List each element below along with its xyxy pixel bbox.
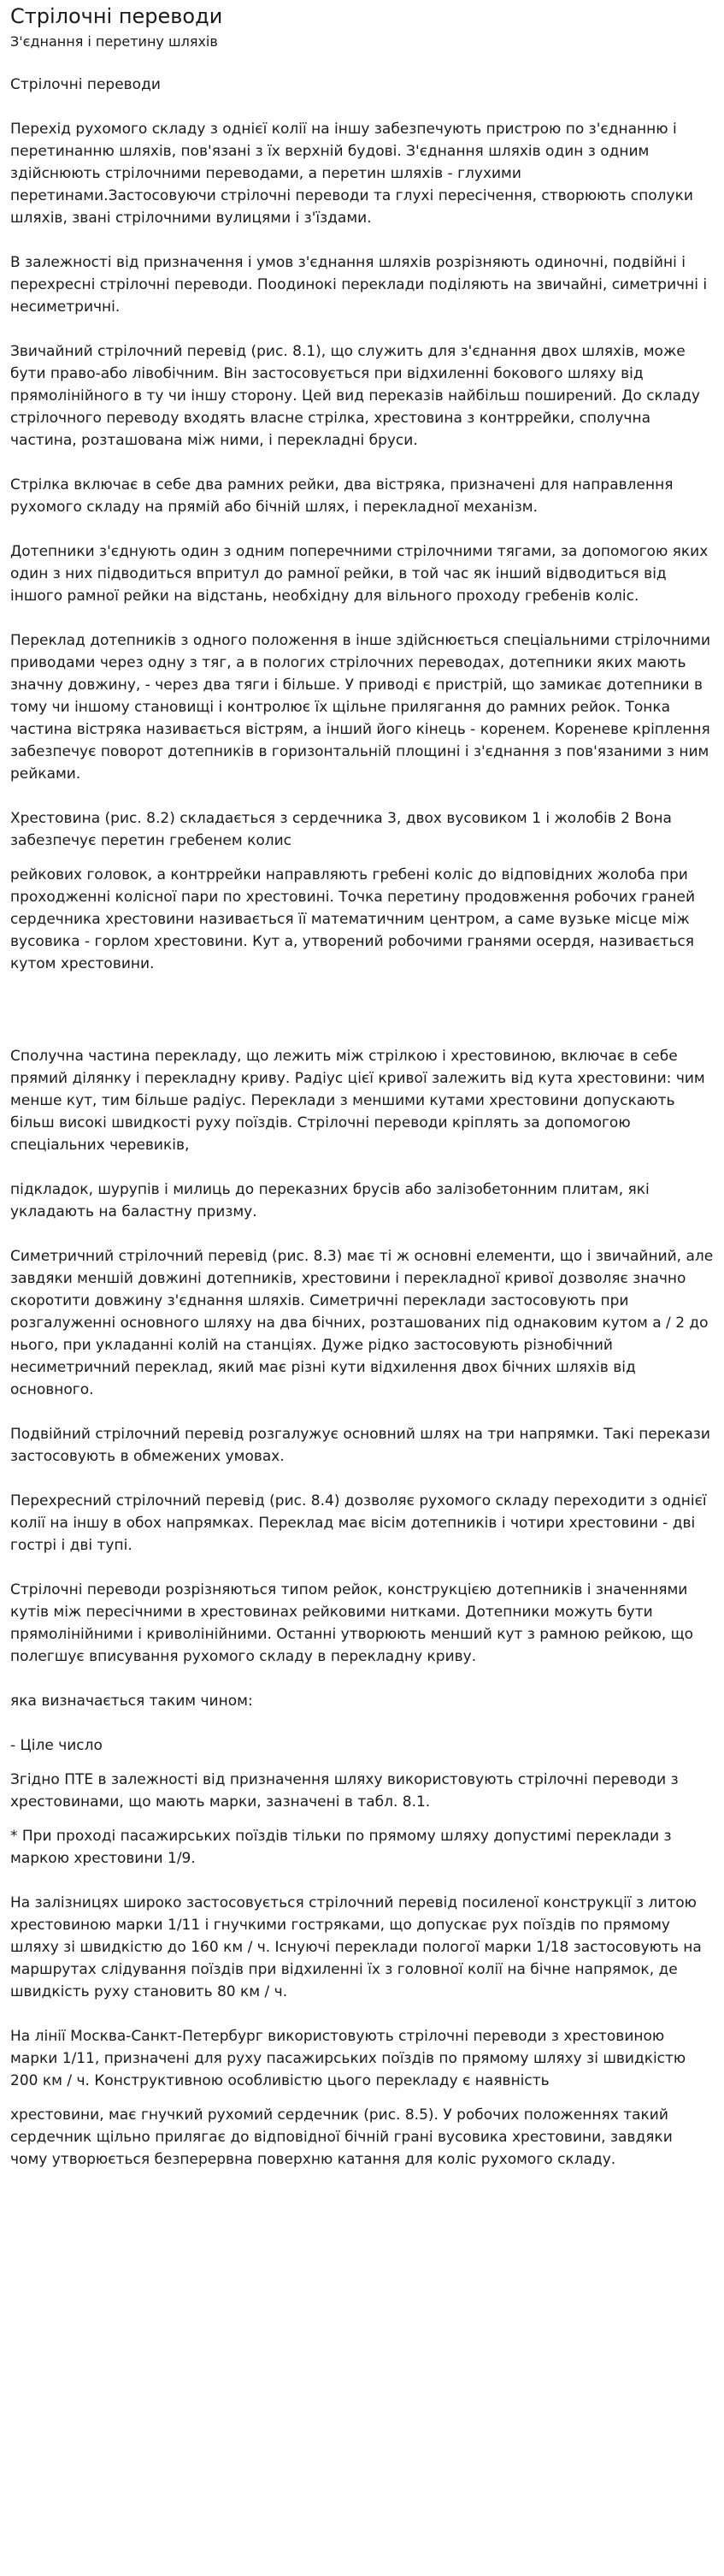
paragraph: Перехресний стрілочний перевід (рис. 8.4) дозволяє рухомого складу переходити з однієї колії на іншу в обох напрямках. Переклад має вісім дотепників і чотири хрестовини - дві гострі і дві тупі. (10, 1492, 707, 1554)
paragraph: Переклад дотепників з одного положення в інше здійснюється спеціальними стрілочними приводами через одну з тяг, а в пологих стрілочних переводах, дотепники яких мають значну довжину, - через два тяги і більше. У приводі є пристрій, що замикає дотепники в тому чи іншому становищі і контролює їх щільне прилягання до рамних рейок. Тонка частина вістряка називається вістрям, а інший його кінець - коренем. Кореневе кріплення забезпечує поворот дотепників в горизонтальній площині і з'єднання з пов'язаними з ним рейками. (10, 632, 710, 783)
paragraph: Звичайний стрілочний перевід (рис. 8.1), що служить для з'єднання двох шляхів, може бути право-або лівобічним. Він застосовується при відхиленні бокового шляху від прямолінійного в ту чи іншу сторону. Цей вид переказів найбільш поширений. До складу стрілочного переводу входять власне стрілка, хрестовина з контррейки, сполучна частина, розташована між ними, і перекладні бруси. (10, 343, 700, 449)
list-item: - Ціле число (10, 1737, 103, 1754)
paragraph: Сполучна частина перекладу, що лежить між стрілкою і хрестовиною, включає в себе прямий ділянку і перекладну криву. Радіус цієї кривої залежить від кута хрестовини: чим менше кут, тим більше радіус. Переклади з меншими кутами хрестовини допускають більш високі швидкості руху поїздів. Стрілочні переводи кріплять за допомогою спеціальних черевиків, (10, 1048, 705, 1154)
paragraph: рейкових головок, а контррейки направляють гребені коліс до відповідних жолоба при проходженні колісної пари по хрестовині. Точка перетину продовження робочих граней сердечника хрестовини називається її математичним центром, а саме вузьке місце між вусовика - горлом хрестовини. Кут а, утворений робочими гранями осердя, називається кутом хрестовини. (10, 866, 696, 972)
section-heading: Стрілочні переводи (10, 76, 161, 93)
article-body (10, 74, 714, 2171)
page-subtitle: З'єднання і перетину шляхів (10, 33, 218, 50)
paragraph: На залізницях широко застосовується стрілочний перевід посиленої конструкції з литою хрестовиною марки 1/11 і гнучкими гостряками, що допускає рух поїздів по прямому шляху зі швидкістю до 160 км / ч. Існуючі переклади пологої марки 1/18 застосовують на маршрутах слідування поїздів при відхиленні їх з головної колії на бічне напрямок, де швидкість руху становить 80 км / ч. (10, 1894, 702, 2000)
paragraph: яка визначається таким чином: (10, 1693, 253, 1710)
paragraph: Стрілочні переводи розрізняються типом рейок, конструкцією дотепників і значеннями кутів між пересічними в хрестовинах рейковими нитками. Дотепники можуть бути прямолінійними і криволінійними. Останні утворюють менший кут з рамною рейкою, що полегшує вписування рухомого складу в перекладну криву. (10, 1581, 694, 1665)
paragraph: Подвійний стрілочний перевід розгалужує основний шлях на три напрямки. Такі перекази застосовують в обмежених умовах. (10, 1426, 710, 1465)
paragraph: Перехід рухомого складу з однієї колії на іншу забезпечують пристрою по з'єднанню і перетинанню шляхів, пов'язані з їх верхній будові. З'єднання шляхів один з одним здійснюють стрілочними переводами, а перетин шляхів - глухими перетинами.Застосовуючи стрілочні переводи та глухі пересічення, створюють сполуки шляхів, звані стрілочними вулицями і з'їздами. (10, 121, 693, 227)
paragraph: В залежності від призначення і умов з'єднання шляхів розрізняють одиночні, подвійні і перехресні стрілочні переводи. Поодинокі переклади поділяють на звичайні, симетричні і несиметричні. (10, 254, 708, 316)
paragraph: Стрілка включає в себе два рамних рейки, два вістряка, призначені для направлення рухомого складу на прямій або бічній шлях, і перекладної механізм. (10, 476, 674, 516)
paragraph: На лінії Москва-Санкт-Петербург використовують стрілочні переводи з хрестовиною марки 1/11, призначені для руху пасажирських поїздів по прямому шляху зі швидкістю 200 км / ч. Конструктивною особливістю цього перекладу є наявність (10, 2028, 686, 2089)
footnote: * При проході пасажирських поїздів тільки по прямому шляху допустимі переклади з маркою хрестовини 1/9. (10, 1828, 672, 1867)
paragraph: Симетричний стрілочний перевід (рис. 8.3) має ті ж основні елементи, що і звичайний, але завдяки меншій довжині дотепників, хрестовини і перекладної кривої дозволяє значно скоротити довжину з'єднання шляхів. Симетричні переклади застосовують при розгалуженні основного шляху на два бічних, розташованих під однаковим кутом а / 2 до нього, при укладанні колій на станціях. Дуже рідко застосовують різнобічний несиметричний переклад, який має різні кути відхилення двох бічних шляхів від основного. (10, 1248, 714, 1398)
paragraph: Дотепники з'єднують один з одним поперечними стрілочними тягами, за допомогою яких один з них підводиться впритул до рамної рейки, в той час як інший відводиться від іншого рамної рейки на відстань, необхідну для вільного проходу гребенів коліс. (10, 543, 709, 605)
paragraph: хрестовини, має гнучкий рухомий сердечник (рис. 8.5). У робочих положеннях такий сердечник щільно прилягає до відповідної бічній грані вусовика хрестовини, завдяки чому утворюється безперервна поверхню катання для коліс рухомого складу. (10, 2106, 673, 2168)
blank-space (10, 975, 714, 1023)
page-title: Стрілочні переводи (10, 4, 223, 28)
paragraph: Хрестовина (рис. 8.2) складається з сердечника 3, двох вусовиком 1 і жолобів 2 Вона забезпечує перетин гребенем колис (10, 810, 672, 849)
paragraph: Згідно ПТЕ в залежності від призначення шляху використовують стрілочні переводи з хрестовинами, що мають марки, зазначені в табл. 8.1. (10, 1771, 679, 1811)
paragraph: підкладок, шурупів і милиць до переказних брусів або залізобетонним плитам, які укладають на баластну призму. (10, 1181, 650, 1220)
